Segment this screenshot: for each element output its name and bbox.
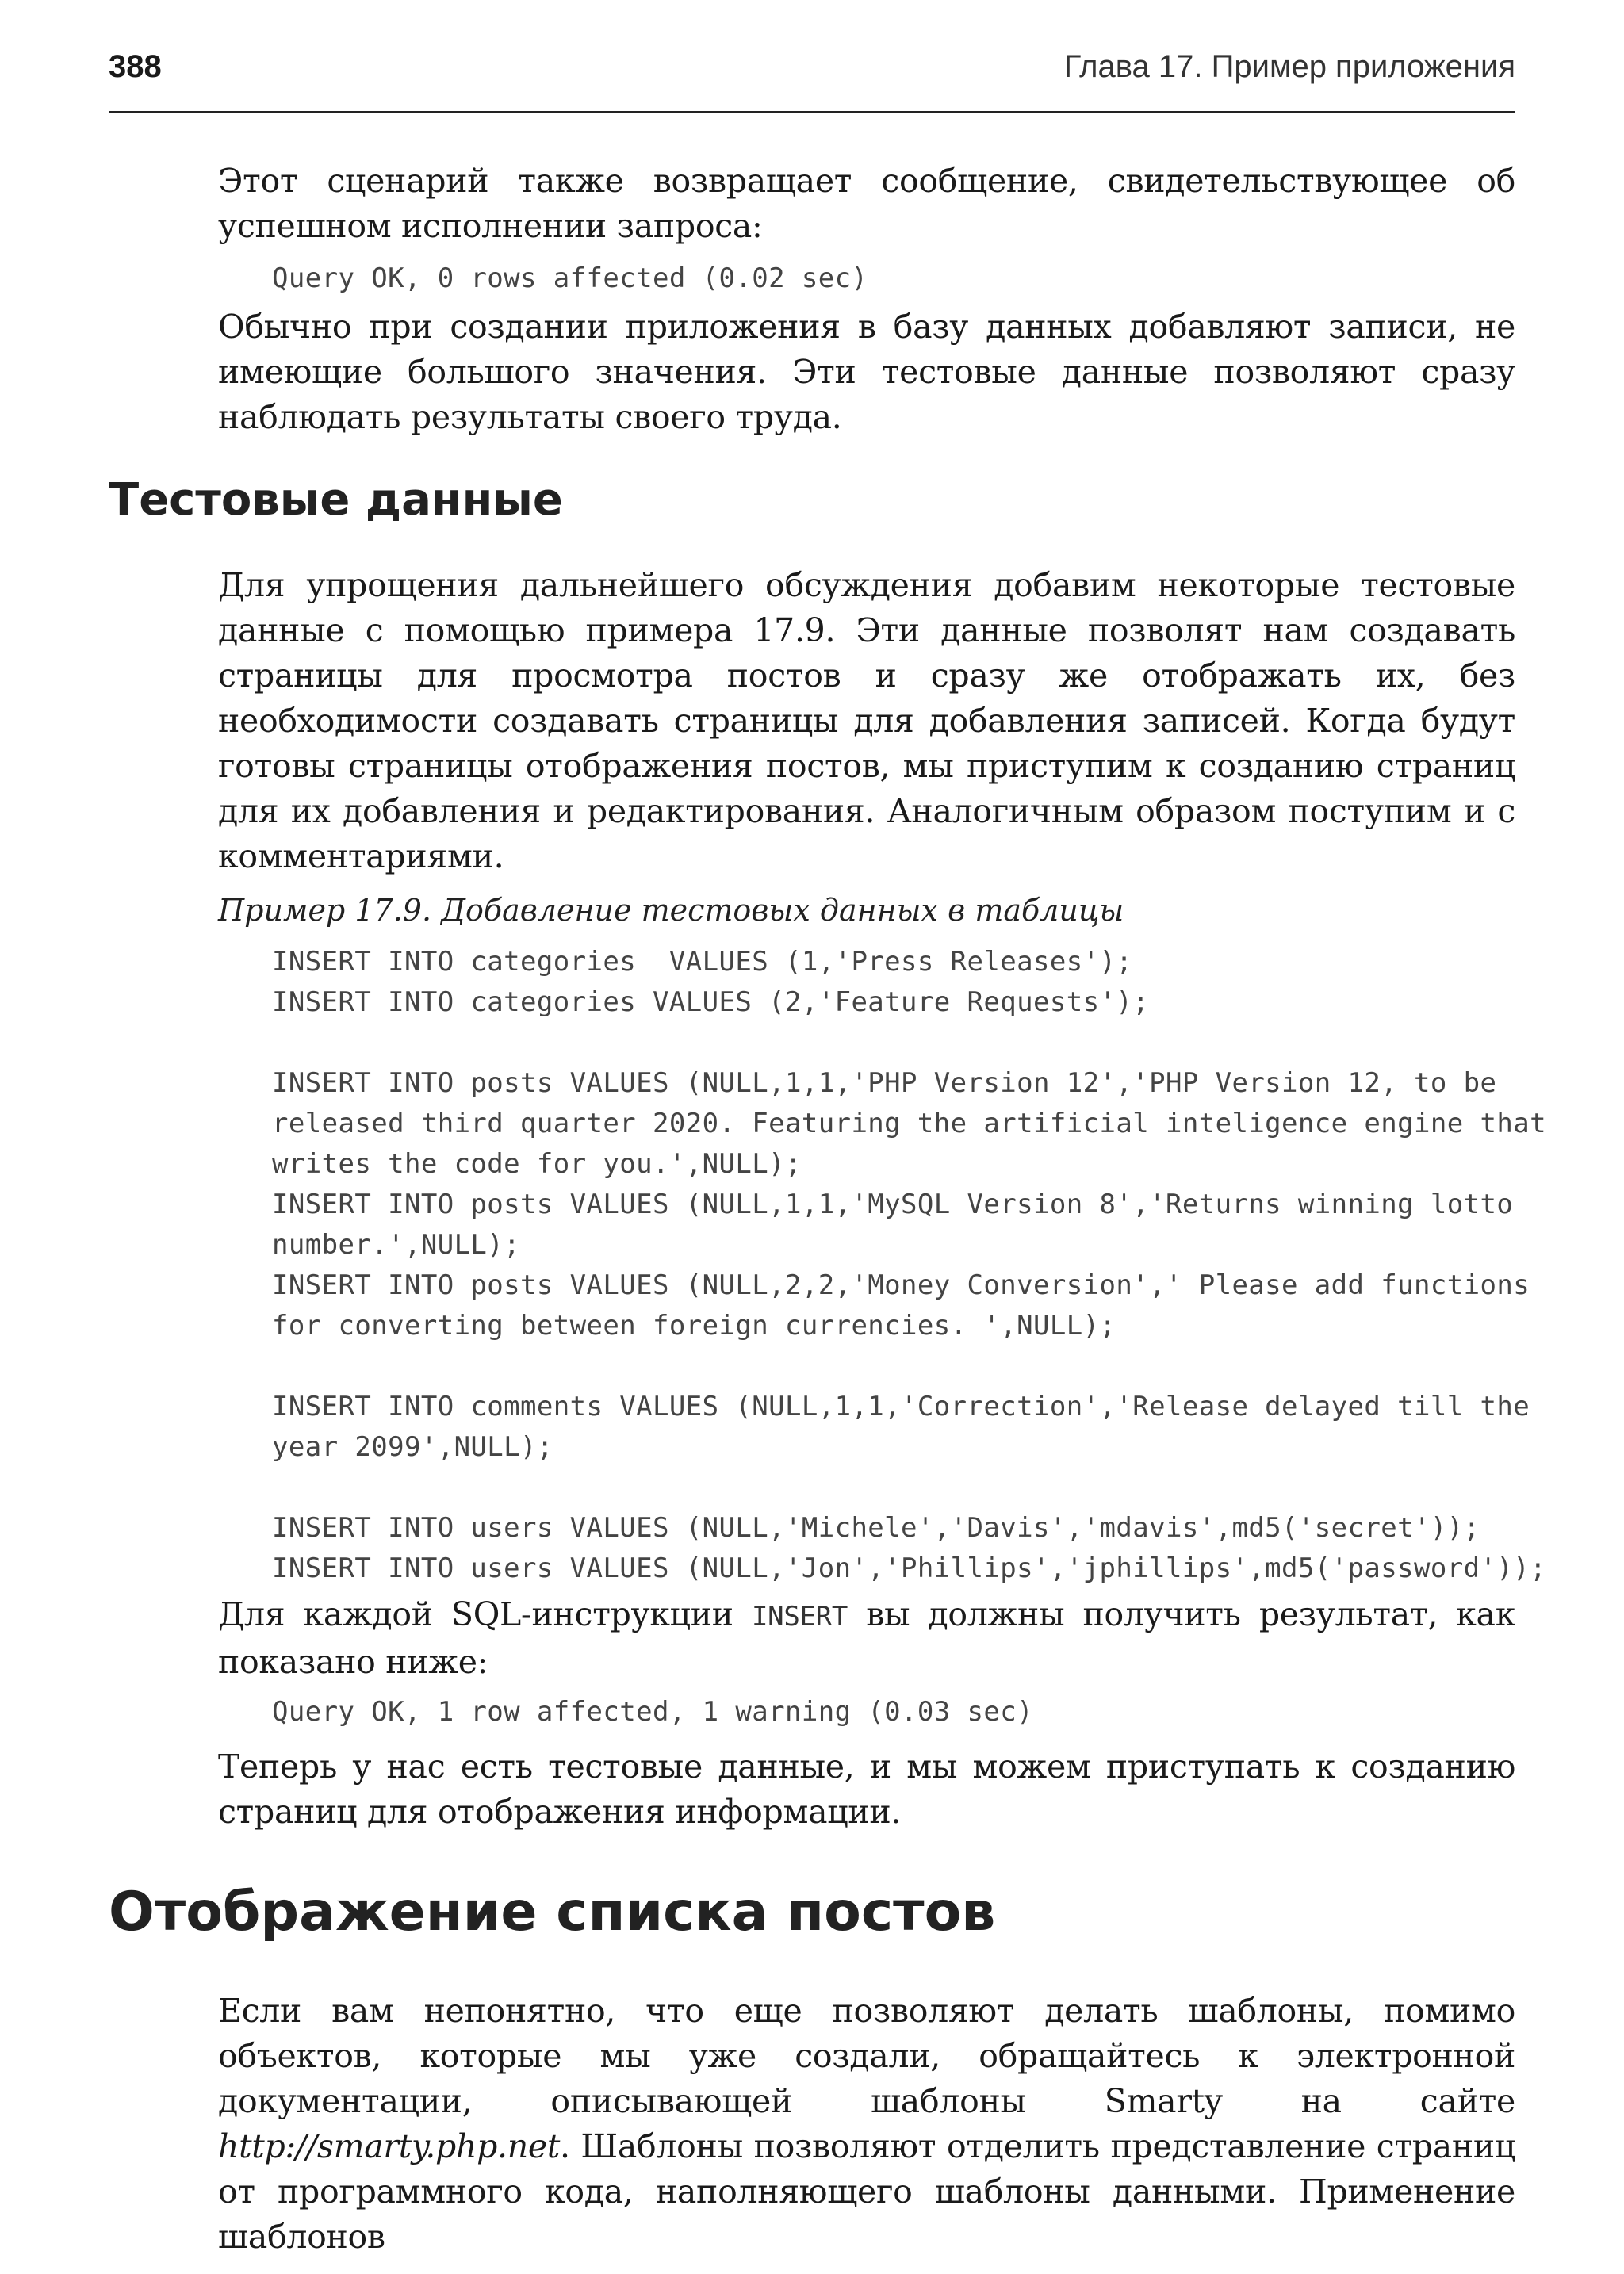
inline-code-insert: INSERT bbox=[751, 1601, 848, 1633]
running-head: Глава 17. Пример приложения bbox=[1063, 49, 1515, 84]
result-code-block bbox=[272, 1692, 1515, 1732]
code-line: INSERT INTO posts VALUES (NULL,1,1,'PHP Version 12','PHP Version 12, to be bbox=[272, 1067, 1497, 1099]
section-heading-test-data: Тестовые данные bbox=[109, 474, 563, 526]
code-line: year 2099',NULL); bbox=[272, 1431, 553, 1463]
result-paragraph-block bbox=[218, 1592, 1515, 1685]
closing-paragraph: Теперь у нас есть тестовые данные, и мы можем приступать к созданию страниц для отображения информации. bbox=[218, 1748, 1515, 1831]
code-line: INSERT INTO categories VALUES (2,'Feature Requests'); bbox=[272, 986, 1150, 1018]
code-line: INSERT INTO comments VALUES (NULL,1,1,'Correction','Release delayed till the bbox=[272, 1391, 1530, 1422]
code-line bbox=[272, 1468, 1515, 1508]
result-text-after: вы должны получить результат, как показано ниже: bbox=[218, 1595, 1516, 1681]
code-line: writes the code for you.',NULL); bbox=[272, 1148, 802, 1180]
section-heading-posts-list: Отображение списка постов bbox=[109, 1881, 996, 1943]
code-line bbox=[272, 1346, 1515, 1387]
code-line: INSERT INTO categories VALUES (1,'Press Releases'); bbox=[272, 946, 1133, 978]
code-line: released third quarter 2020. Featuring the artificial inteligence engine that bbox=[272, 1108, 1546, 1139]
example-caption: Пример 17.9. Добавление тестовых данных в таблицы bbox=[218, 893, 1124, 928]
posts-list-text-after-link: . Шаблоны позволяют отделить представление страниц от программного кода, наполняющего шаблоны данными. Применение шаблонов bbox=[218, 2127, 1515, 2256]
code-line: INSERT INTO posts VALUES (NULL,2,2,'Money Conversion',' Please add functions bbox=[272, 1269, 1530, 1301]
posts-list-text-before-link: Если вам непонятно, что еще позволяют делать шаблоны, помимо объектов, которые мы уже создали, обращайтесь к электронной документации, описывающей шаблоны Smarty на сайте bbox=[218, 1992, 1515, 2120]
page-header bbox=[109, 43, 1515, 113]
test-data-paragraph-block bbox=[218, 563, 1515, 879]
example-caption-block bbox=[218, 890, 1515, 931]
test-data-paragraph: Для упрощения дальнейшего обсуждения добавим некоторые тестовые данные с помощью примера 17.9. Эти данные позволят нам создавать страницы для просмотра постов и сразу же отображать их, без необходимости создавать страницы для добавления записей. Когда будут готовы страницы отображения постов, мы приступим к созданию страниц для их добавления и редактирования. Аналогичным образом поступим и с комментариями. bbox=[218, 566, 1515, 875]
code-line: INSERT INTO users VALUES (NULL,'Michele','Davis','mdavis',md5('secret')); bbox=[272, 1512, 1480, 1544]
code-line: number.',NULL); bbox=[272, 1229, 521, 1261]
intro-code-block bbox=[272, 258, 1515, 299]
result-paragraph bbox=[218, 1592, 1515, 1685]
code-line bbox=[272, 1023, 1515, 1063]
intro-paragraph-1: Этот сценарий также возвращает сообщение, свидетельствующее об успешном исполнении запроса: bbox=[218, 162, 1515, 245]
intro-paragraph-2-block bbox=[218, 304, 1515, 440]
intro-paragraph-2: Обычно при создании приложения в базу данных добавляют записи, не имеющие большого значения. Эти тестовые данные позволяют сразу наблюдать результаты своего труда. bbox=[218, 308, 1515, 436]
page-number: 388 bbox=[109, 49, 162, 84]
code-line: INSERT INTO posts VALUES (NULL,1,1,'MySQL Version 8','Returns winning lotto bbox=[272, 1189, 1514, 1220]
intro-code: Query OK, 0 rows affected (0.02 sec) bbox=[272, 262, 868, 294]
posts-list-paragraph-block bbox=[218, 1989, 1515, 2260]
smarty-link[interactable]: http://smarty.php.net bbox=[218, 2127, 561, 2165]
example-code-listing bbox=[272, 942, 1546, 1589]
intro-paragraph-1-block bbox=[218, 159, 1515, 249]
result-text-before: Для каждой SQL-инструкции bbox=[218, 1595, 733, 1633]
code-line: for converting between foreign currencies. ',NULL); bbox=[272, 1310, 1116, 1342]
code-line: INSERT INTO users VALUES (NULL,'Jon','Phillips','jphillips',md5('password')); bbox=[272, 1552, 1546, 1584]
result-code: Query OK, 1 row affected, 1 warning (0.03 sec) bbox=[272, 1696, 1034, 1728]
closing-paragraph-block bbox=[218, 1744, 1515, 1835]
posts-list-paragraph bbox=[218, 1989, 1515, 2260]
